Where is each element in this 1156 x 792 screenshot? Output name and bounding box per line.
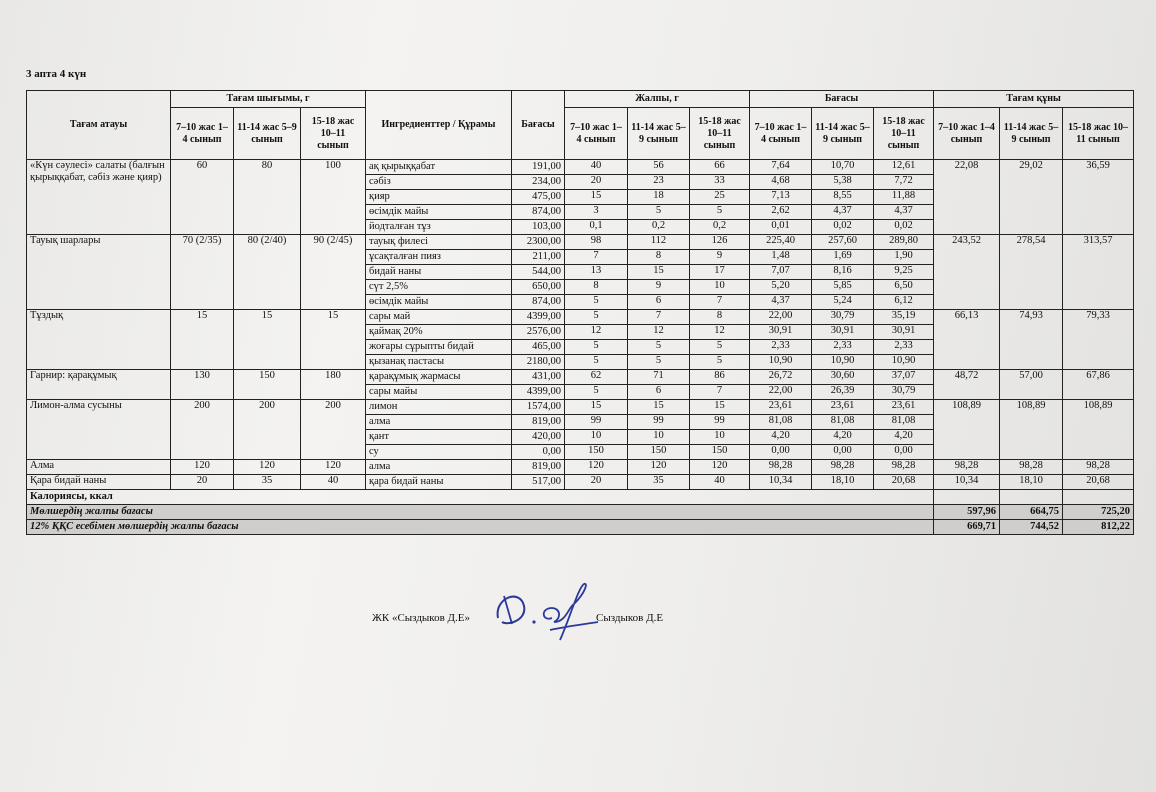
dish-value-cell: 22,08 bbox=[934, 160, 1000, 235]
gross-cell: 15 bbox=[565, 400, 628, 415]
ingredient-price: 819,00 bbox=[512, 460, 565, 475]
header-ingredients: Ингредиенттер / Құрамы bbox=[366, 91, 512, 160]
dish-value-cell: 313,57 bbox=[1063, 235, 1134, 310]
dish-value-cell: 108,89 bbox=[1063, 400, 1134, 460]
cost-cell: 4,68 bbox=[750, 175, 812, 190]
ingredient-name: сары май bbox=[366, 310, 512, 325]
total-vat-row-label: 12% ҚҚС есебімен мөлшердің жалпы бағасы bbox=[27, 520, 934, 535]
gross-cell: 66 bbox=[690, 160, 750, 175]
gross-cell: 86 bbox=[690, 370, 750, 385]
header-cost-age: 11-14 жас 5–9 сынып bbox=[812, 108, 874, 160]
dish-value-cell: 74,93 bbox=[1000, 310, 1063, 370]
cost-cell: 23,61 bbox=[750, 400, 812, 415]
cost-cell: 20,68 bbox=[874, 475, 934, 490]
portion-cell: 15 bbox=[301, 310, 366, 370]
ingredient-name: жоғары сұрыпты бидай bbox=[366, 340, 512, 355]
gross-cell: 150 bbox=[565, 445, 628, 460]
gross-cell: 99 bbox=[628, 415, 690, 430]
cost-cell: 30,91 bbox=[750, 325, 812, 340]
portion-cell: 200 bbox=[234, 400, 301, 460]
cost-cell: 10,90 bbox=[874, 355, 934, 370]
ingredient-name: су bbox=[366, 445, 512, 460]
cost-cell: 2,33 bbox=[812, 340, 874, 355]
gross-cell: 35 bbox=[628, 475, 690, 490]
cost-cell: 1,69 bbox=[812, 250, 874, 265]
total-row-value: 597,96 bbox=[934, 505, 1000, 520]
header-cost-age: 7–10 жас 1–4 сынып bbox=[750, 108, 812, 160]
calories-value bbox=[934, 490, 1000, 505]
cost-cell: 18,10 bbox=[812, 475, 874, 490]
header-value-group: Тағам құны bbox=[934, 91, 1134, 108]
header-portion-age: 7–10 жас 1–4 сынып bbox=[171, 108, 234, 160]
cost-cell: 2,62 bbox=[750, 205, 812, 220]
gross-cell: 5 bbox=[565, 295, 628, 310]
ingredient-price: 4399,00 bbox=[512, 385, 565, 400]
calories-value bbox=[1000, 490, 1063, 505]
gross-cell: 17 bbox=[690, 265, 750, 280]
ingredient-name: өсімдік майы bbox=[366, 295, 512, 310]
ingredient-price: 211,00 bbox=[512, 250, 565, 265]
gross-cell: 12 bbox=[628, 325, 690, 340]
dish-value-cell: 98,28 bbox=[934, 460, 1000, 475]
cost-cell: 22,00 bbox=[750, 310, 812, 325]
header-cost-age: 15-18 жас 10–11 сынып bbox=[874, 108, 934, 160]
cost-cell: 225,40 bbox=[750, 235, 812, 250]
portion-cell: 60 bbox=[171, 160, 234, 235]
gross-cell: 62 bbox=[565, 370, 628, 385]
dish-value-cell: 108,89 bbox=[934, 400, 1000, 460]
gross-cell: 3 bbox=[565, 205, 628, 220]
header-cost-group: Бағасы bbox=[750, 91, 934, 108]
total-vat-row-value: 812,22 bbox=[1063, 520, 1134, 535]
cost-cell: 98,28 bbox=[874, 460, 934, 475]
cost-cell: 23,61 bbox=[812, 400, 874, 415]
portion-cell: 40 bbox=[301, 475, 366, 490]
gross-cell: 12 bbox=[690, 325, 750, 340]
cost-cell: 9,25 bbox=[874, 265, 934, 280]
calories-label: Калориясы, ккал bbox=[27, 490, 934, 505]
gross-cell: 9 bbox=[628, 280, 690, 295]
dish-value-cell: 18,10 bbox=[1000, 475, 1063, 490]
menu-cost-table bbox=[26, 90, 1134, 535]
ingredient-name: қаймақ 20% bbox=[366, 325, 512, 340]
dish-name: Алма bbox=[27, 460, 171, 475]
header-gross-group: Жалпы, г bbox=[565, 91, 750, 108]
cost-cell: 8,16 bbox=[812, 265, 874, 280]
dish-name: Тұздық bbox=[27, 310, 171, 370]
cost-cell: 5,85 bbox=[812, 280, 874, 295]
ingredient-price: 874,00 bbox=[512, 205, 565, 220]
ingredient-name: алма bbox=[366, 460, 512, 475]
cost-cell: 30,79 bbox=[812, 310, 874, 325]
gross-cell: 25 bbox=[690, 190, 750, 205]
portion-cell: 120 bbox=[171, 460, 234, 475]
cost-cell: 7,13 bbox=[750, 190, 812, 205]
gross-cell: 5 bbox=[690, 340, 750, 355]
gross-cell: 7 bbox=[628, 310, 690, 325]
gross-cell: 8 bbox=[628, 250, 690, 265]
total-vat-row-value: 669,71 bbox=[934, 520, 1000, 535]
gross-cell: 0,2 bbox=[628, 220, 690, 235]
portion-cell: 15 bbox=[171, 310, 234, 370]
table-row bbox=[27, 475, 1134, 490]
cost-cell: 4,20 bbox=[874, 430, 934, 445]
signature-name: Сыздыков Д.Е bbox=[596, 612, 664, 624]
dish-name: Қара бидай наны bbox=[27, 475, 171, 490]
gross-cell: 120 bbox=[565, 460, 628, 475]
gross-cell: 5 bbox=[565, 385, 628, 400]
header-gross-age: 7–10 жас 1–4 сынып bbox=[565, 108, 628, 160]
portion-cell: 150 bbox=[234, 370, 301, 400]
dish-name: «Күн сәулесі» салаты (балғын қырыққабат, сәбіз және қияр) bbox=[27, 160, 171, 235]
ingredient-price: 103,00 bbox=[512, 220, 565, 235]
dish-name: Гарнир: қарақұмық bbox=[27, 370, 171, 400]
cost-cell: 11,88 bbox=[874, 190, 934, 205]
table-row bbox=[27, 400, 1134, 415]
table-row bbox=[27, 235, 1134, 250]
header-value-age: 7–10 жас 1–4 сынып bbox=[934, 108, 1000, 160]
gross-cell: 5 bbox=[565, 310, 628, 325]
ingredient-price: 517,00 bbox=[512, 475, 565, 490]
cost-cell: 1,48 bbox=[750, 250, 812, 265]
ingredient-price: 420,00 bbox=[512, 430, 565, 445]
dish-value-cell: 29,02 bbox=[1000, 160, 1063, 235]
ingredient-name: алма bbox=[366, 415, 512, 430]
gross-cell: 20 bbox=[565, 475, 628, 490]
ingredient-price: 234,00 bbox=[512, 175, 565, 190]
total-vat-row bbox=[27, 520, 1134, 535]
page-heading: 3 апта 4 күн bbox=[26, 68, 87, 80]
cost-cell: 6,12 bbox=[874, 295, 934, 310]
portion-cell: 200 bbox=[301, 400, 366, 460]
dish-value-cell: 278,54 bbox=[1000, 235, 1063, 310]
cost-cell: 6,50 bbox=[874, 280, 934, 295]
portion-cell: 180 bbox=[301, 370, 366, 400]
portion-cell: 90 (2/45) bbox=[301, 235, 366, 310]
total-row bbox=[27, 505, 1134, 520]
cost-cell: 30,79 bbox=[874, 385, 934, 400]
portion-cell: 80 bbox=[234, 160, 301, 235]
cost-cell: 4,37 bbox=[812, 205, 874, 220]
cost-cell: 12,61 bbox=[874, 160, 934, 175]
gross-cell: 126 bbox=[690, 235, 750, 250]
ingredient-name: өсімдік майы bbox=[366, 205, 512, 220]
ingredient-name: сүт 2,5% bbox=[366, 280, 512, 295]
gross-cell: 5 bbox=[628, 355, 690, 370]
menu-body bbox=[27, 160, 1134, 535]
ingredient-price: 0,00 bbox=[512, 445, 565, 460]
cost-cell: 0,00 bbox=[812, 445, 874, 460]
portion-cell: 70 (2/35) bbox=[171, 235, 234, 310]
cost-cell: 4,37 bbox=[874, 205, 934, 220]
gross-cell: 0,2 bbox=[690, 220, 750, 235]
gross-cell: 7 bbox=[565, 250, 628, 265]
cost-cell: 0,00 bbox=[750, 445, 812, 460]
dish-name: Лимон-алма сусыны bbox=[27, 400, 171, 460]
table-row bbox=[27, 370, 1134, 385]
gross-cell: 40 bbox=[690, 475, 750, 490]
ingredient-name: қарақұмық жармасы bbox=[366, 370, 512, 385]
cost-cell: 7,07 bbox=[750, 265, 812, 280]
gross-cell: 23 bbox=[628, 175, 690, 190]
gross-cell: 7 bbox=[690, 295, 750, 310]
cost-cell: 23,61 bbox=[874, 400, 934, 415]
header-portion-age: 15-18 жас 10–11 сынып bbox=[301, 108, 366, 160]
ingredient-name: бидай наны bbox=[366, 265, 512, 280]
gross-cell: 5 bbox=[690, 205, 750, 220]
cost-cell: 4,20 bbox=[750, 430, 812, 445]
header-value-age: 11-14 жас 5–9 сынып bbox=[1000, 108, 1063, 160]
cost-cell: 4,37 bbox=[750, 295, 812, 310]
ingredient-name: сары майы bbox=[366, 385, 512, 400]
cost-cell: 81,08 bbox=[812, 415, 874, 430]
portion-cell: 100 bbox=[301, 160, 366, 235]
gross-cell: 15 bbox=[690, 400, 750, 415]
gross-cell: 5 bbox=[690, 355, 750, 370]
dish-name: Тауық шарлары bbox=[27, 235, 171, 310]
header-portion-age: 11-14 жас 5–9 сынып bbox=[234, 108, 301, 160]
ingredient-name: қияр bbox=[366, 190, 512, 205]
ingredient-price: 650,00 bbox=[512, 280, 565, 295]
gross-cell: 98 bbox=[565, 235, 628, 250]
calories-value bbox=[1063, 490, 1134, 505]
ingredient-price: 2300,00 bbox=[512, 235, 565, 250]
gross-cell: 6 bbox=[628, 295, 690, 310]
ingredient-price: 2180,00 bbox=[512, 355, 565, 370]
cost-cell: 37,07 bbox=[874, 370, 934, 385]
cost-cell: 8,55 bbox=[812, 190, 874, 205]
portion-cell: 120 bbox=[234, 460, 301, 475]
gross-cell: 10 bbox=[690, 430, 750, 445]
gross-cell: 8 bbox=[565, 280, 628, 295]
ingredient-name: лимон bbox=[366, 400, 512, 415]
dish-value-cell: 79,33 bbox=[1063, 310, 1134, 370]
gross-cell: 15 bbox=[628, 400, 690, 415]
gross-cell: 120 bbox=[690, 460, 750, 475]
total-row-value: 664,75 bbox=[1000, 505, 1063, 520]
cost-cell: 0,02 bbox=[812, 220, 874, 235]
cost-cell: 30,91 bbox=[874, 325, 934, 340]
header-portion-group: Тағам шығымы, г bbox=[171, 91, 366, 108]
total-row-value: 725,20 bbox=[1063, 505, 1134, 520]
ingredient-name: ақ қырыққабат bbox=[366, 160, 512, 175]
cost-cell: 98,28 bbox=[750, 460, 812, 475]
gross-cell: 10 bbox=[628, 430, 690, 445]
ingredient-price: 2576,00 bbox=[512, 325, 565, 340]
dish-value-cell: 20,68 bbox=[1063, 475, 1134, 490]
portion-cell: 20 bbox=[171, 475, 234, 490]
portion-cell: 200 bbox=[171, 400, 234, 460]
ingredient-name: ұсақталған пияз bbox=[366, 250, 512, 265]
gross-cell: 120 bbox=[628, 460, 690, 475]
dish-value-cell: 243,52 bbox=[934, 235, 1000, 310]
header-gross-age: 11-14 жас 5–9 сынып bbox=[628, 108, 690, 160]
cost-cell: 5,38 bbox=[812, 175, 874, 190]
cost-cell: 10,34 bbox=[750, 475, 812, 490]
ingredient-price: 465,00 bbox=[512, 340, 565, 355]
cost-cell: 26,39 bbox=[812, 385, 874, 400]
cost-cell: 2,33 bbox=[874, 340, 934, 355]
gross-cell: 20 bbox=[565, 175, 628, 190]
gross-cell: 15 bbox=[628, 265, 690, 280]
gross-cell: 150 bbox=[628, 445, 690, 460]
gross-cell: 0,1 bbox=[565, 220, 628, 235]
gross-cell: 10 bbox=[690, 280, 750, 295]
dish-value-cell: 98,28 bbox=[1063, 460, 1134, 475]
handwritten-signature bbox=[490, 578, 600, 648]
ingredient-price: 544,00 bbox=[512, 265, 565, 280]
gross-cell: 6 bbox=[628, 385, 690, 400]
dish-value-cell: 67,86 bbox=[1063, 370, 1134, 400]
cost-cell: 4,20 bbox=[812, 430, 874, 445]
gross-cell: 9 bbox=[690, 250, 750, 265]
cost-cell: 257,60 bbox=[812, 235, 874, 250]
gross-cell: 40 bbox=[565, 160, 628, 175]
gross-cell: 5 bbox=[628, 340, 690, 355]
cost-cell: 10,90 bbox=[750, 355, 812, 370]
portion-cell: 35 bbox=[234, 475, 301, 490]
cost-cell: 30,91 bbox=[812, 325, 874, 340]
gross-cell: 150 bbox=[690, 445, 750, 460]
header-gross-age: 15-18 жас 10–11 сынып bbox=[690, 108, 750, 160]
cost-cell: 22,00 bbox=[750, 385, 812, 400]
ingredient-price: 431,00 bbox=[512, 370, 565, 385]
cost-cell: 7,72 bbox=[874, 175, 934, 190]
ingredient-price: 874,00 bbox=[512, 295, 565, 310]
portion-cell: 80 (2/40) bbox=[234, 235, 301, 310]
cost-cell: 26,72 bbox=[750, 370, 812, 385]
header-value-age: 15-18 жас 10–11 сынып bbox=[1063, 108, 1134, 160]
ingredient-name: йодталған тұз bbox=[366, 220, 512, 235]
gross-cell: 13 bbox=[565, 265, 628, 280]
gross-cell: 10 bbox=[565, 430, 628, 445]
gross-cell: 15 bbox=[565, 190, 628, 205]
cost-cell: 7,64 bbox=[750, 160, 812, 175]
gross-cell: 5 bbox=[565, 340, 628, 355]
ingredient-name: қара бидай наны bbox=[366, 475, 512, 490]
ingredient-price: 1574,00 bbox=[512, 400, 565, 415]
signature-entity: ЖК «Сыздыков Д.Е» bbox=[372, 612, 471, 624]
cost-cell: 35,19 bbox=[874, 310, 934, 325]
ingredient-name: тауық филесі bbox=[366, 235, 512, 250]
cost-cell: 98,28 bbox=[812, 460, 874, 475]
header-price: Бағасы bbox=[512, 91, 565, 160]
cost-cell: 10,90 bbox=[812, 355, 874, 370]
dish-value-cell: 57,00 bbox=[1000, 370, 1063, 400]
ingredient-price: 819,00 bbox=[512, 415, 565, 430]
gross-cell: 71 bbox=[628, 370, 690, 385]
gross-cell: 5 bbox=[565, 355, 628, 370]
table-row bbox=[27, 460, 1134, 475]
table-row bbox=[27, 160, 1134, 175]
ingredient-name: қант bbox=[366, 430, 512, 445]
total-row-label: Мөлшердің жалпы бағасы bbox=[27, 505, 934, 520]
cost-cell: 0,00 bbox=[874, 445, 934, 460]
gross-cell: 99 bbox=[565, 415, 628, 430]
gross-cell: 18 bbox=[628, 190, 690, 205]
ingredient-price: 4399,00 bbox=[512, 310, 565, 325]
calories-row bbox=[27, 490, 1134, 505]
dish-value-cell: 10,34 bbox=[934, 475, 1000, 490]
ingredient-price: 191,00 bbox=[512, 160, 565, 175]
portion-cell: 15 bbox=[234, 310, 301, 370]
dish-value-cell: 48,72 bbox=[934, 370, 1000, 400]
cost-cell: 0,02 bbox=[874, 220, 934, 235]
gross-cell: 7 bbox=[690, 385, 750, 400]
dish-value-cell: 36,59 bbox=[1063, 160, 1134, 235]
gross-cell: 33 bbox=[690, 175, 750, 190]
gross-cell: 112 bbox=[628, 235, 690, 250]
ingredient-name: қызанақ пастасы bbox=[366, 355, 512, 370]
dish-value-cell: 98,28 bbox=[1000, 460, 1063, 475]
total-vat-row-value: 744,52 bbox=[1000, 520, 1063, 535]
cost-cell: 5,24 bbox=[812, 295, 874, 310]
header-dish-name: Тағам атауы bbox=[27, 91, 171, 160]
dish-value-cell: 66,13 bbox=[934, 310, 1000, 370]
gross-cell: 56 bbox=[628, 160, 690, 175]
cost-cell: 2,33 bbox=[750, 340, 812, 355]
gross-cell: 8 bbox=[690, 310, 750, 325]
ingredient-price: 475,00 bbox=[512, 190, 565, 205]
cost-cell: 10,70 bbox=[812, 160, 874, 175]
cost-cell: 0,01 bbox=[750, 220, 812, 235]
portion-cell: 120 bbox=[301, 460, 366, 475]
cost-cell: 81,08 bbox=[750, 415, 812, 430]
ingredient-name: сәбіз bbox=[366, 175, 512, 190]
table-row bbox=[27, 310, 1134, 325]
cost-cell: 30,60 bbox=[812, 370, 874, 385]
gross-cell: 12 bbox=[565, 325, 628, 340]
cost-cell: 81,08 bbox=[874, 415, 934, 430]
portion-cell: 130 bbox=[171, 370, 234, 400]
cost-cell: 1,90 bbox=[874, 250, 934, 265]
gross-cell: 99 bbox=[690, 415, 750, 430]
gross-cell: 5 bbox=[628, 205, 690, 220]
dish-value-cell: 108,89 bbox=[1000, 400, 1063, 460]
cost-cell: 289,80 bbox=[874, 235, 934, 250]
cost-cell: 5,20 bbox=[750, 280, 812, 295]
